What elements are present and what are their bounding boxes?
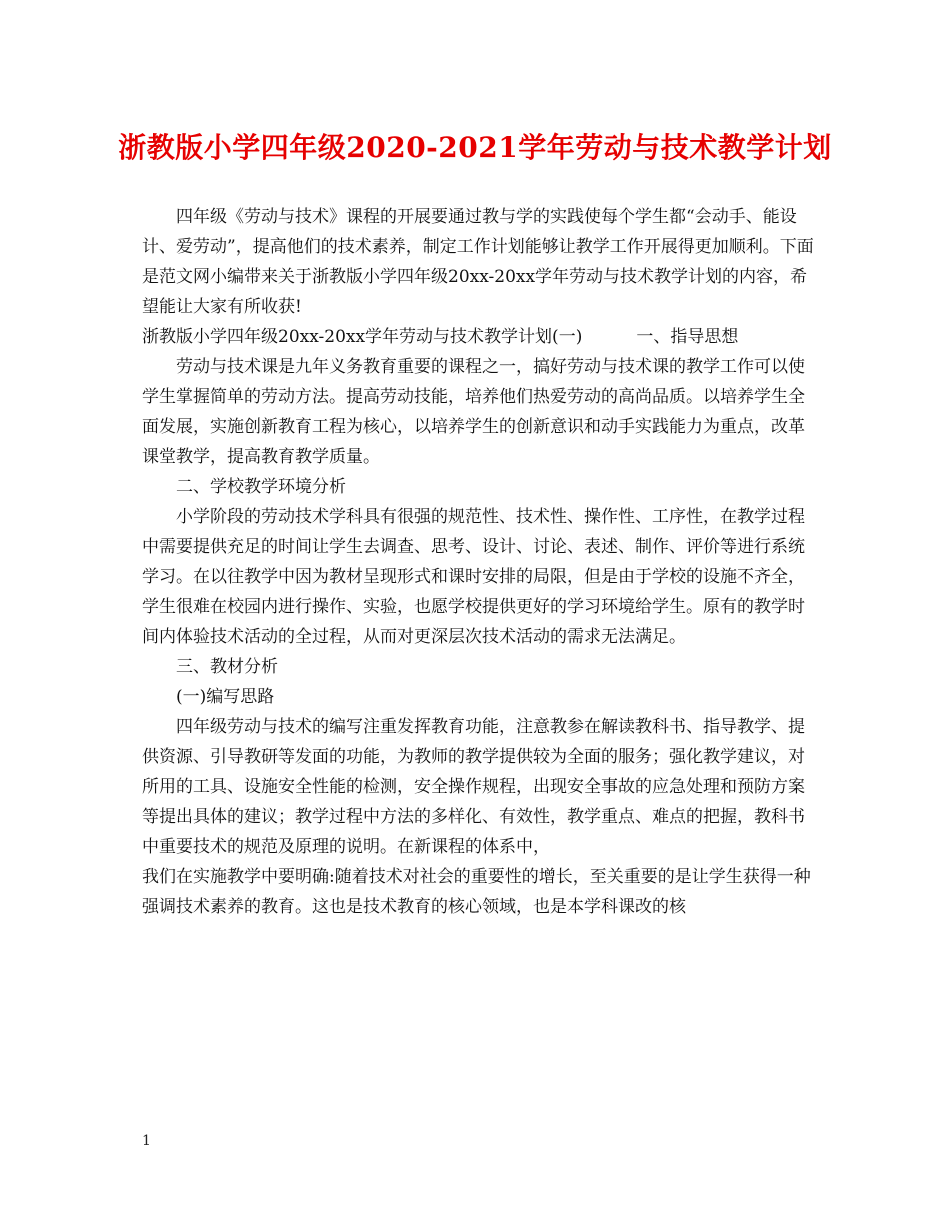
paragraph-guiding-ideology: 劳动与技术课是九年义务教育重要的课程之一，搞好劳动与技术课的教学工作可以使学生掌握简单的劳动方法。提高劳动技能，培养他们热爱劳动的高尚品质。以培养学生全面发展，实施创新教育工程为核心，以培养学生的创新意识和动手实践能力为重点，改革课堂教学，提高教育教学质量。 [142, 357, 805, 467]
heading-school-environment: 二、学校教学环境分析 [176, 477, 346, 497]
paragraph-writing-approach: 四年级劳动与技术的编写注重发挥教育功能，注意教参在解读教科书、指导教学、提供资源、引导教研等发面的功能，为教师的教学提供较为全面的服务；强化教学建议，对所用的工具、设施安全性能的检测，安全操作规程，出现安全事故的应急处理和预防方案等提出具体的建议；教学过程中方法的多样化、有效性，教学重点、难点的把握，教科书中重要技术的规范及原理的说明。在新课程的体系中， [142, 717, 805, 857]
plan-subtitle: 浙教版小学四年级20xx-20xx学年劳动与技术教学计划(一) [142, 327, 583, 347]
paragraph-writing-approach-continued: 我们在实施教学中要明确:随着技术对社会的重要性的增长，至关重要的是让学生获得一种强调技术素养的教育。这也是技术教育的核心领域，也是本学科课改的核 [142, 867, 811, 917]
document-title: 浙教版小学四年级2020-2021学年劳动与技术教学计划 [118, 131, 832, 164]
document-body [142, 202, 817, 922]
intro-paragraph: 四年级《劳动与技术》课程的开展要通过教与学的实践使每个学生都“会动手、能设计、爱劳动”，提高他们的技术素养，制定工作计划能够让教学工作开展得更加顺利。下面是范文网小编带来关于浙教版小学四年级20xx-20xx学年劳动与技术教学计划的内容，希望能让大家有所收获! [142, 207, 814, 317]
heading-writing-approach: (一)编写思路 [176, 687, 275, 707]
heading-guiding-ideology: 一、指导思想 [636, 327, 739, 347]
heading-textbook-analysis: 三、教材分析 [176, 657, 278, 677]
paragraph-school-environment: 小学阶段的劳动技术学科具有很强的规范性、技术性、操作性、工序性，在教学过程中需要提供充足的时间让学生去调查、思考、设计、讨论、表述、制作、评价等进行系统学习。在以往教学中因为教材呈现形式和课时安排的局限，但是由于学校的设施不齐全，学生很难在校园内进行操作、实验，也愿学校提供更好的学习环境给学生。原有的教学时间内体验技术活动的全过程，从而对更深层次技术活动的需求无法满足。 [142, 507, 805, 647]
page-number: 1 [142, 1133, 151, 1149]
section-subtitle-line [142, 322, 817, 352]
